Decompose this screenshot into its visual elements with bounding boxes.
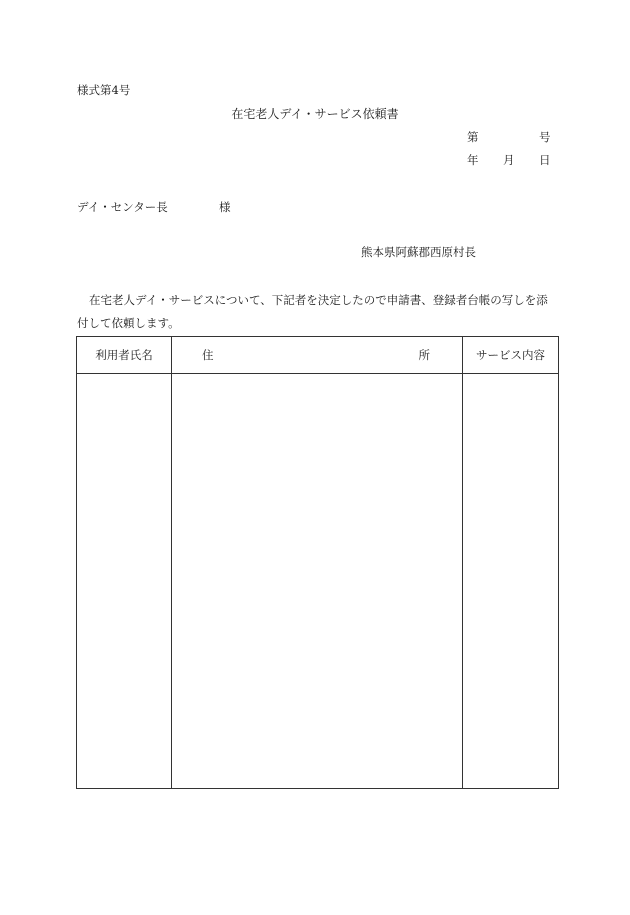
addressee-name: デイ・センター長 — [77, 200, 168, 214]
cell-address[interactable] — [172, 374, 463, 789]
header-address-right: 所 — [418, 348, 430, 362]
header-service: サービス内容 — [463, 337, 559, 374]
body-text: 在宅老人デイ・サービスについて、下記者を決定したので申請書、登録者台帳の写しを添付して依頼します。 — [77, 293, 548, 330]
sender-name: 熊本県阿蘇郡西原村長 — [361, 245, 476, 259]
addressee-honorific: 様 — [219, 200, 231, 214]
date-month-label: 月 — [503, 153, 515, 167]
table-row — [77, 374, 559, 789]
form-number: 様式第4号 — [77, 83, 131, 97]
request-table — [76, 336, 559, 789]
table-header-row — [77, 337, 559, 374]
date-year-label: 年 — [467, 153, 479, 167]
number-suffix: 号 — [539, 130, 551, 144]
document-title: 在宅老人デイ・サービス依頼書 — [231, 107, 399, 121]
date-day-label: 日 — [539, 153, 551, 167]
header-user-name: 利用者氏名 — [77, 337, 172, 374]
number-label: 第 — [467, 130, 479, 144]
header-address-left: 住 — [202, 348, 214, 362]
header-address — [172, 337, 463, 374]
cell-service[interactable] — [463, 374, 559, 789]
cell-user-name[interactable] — [77, 374, 172, 789]
